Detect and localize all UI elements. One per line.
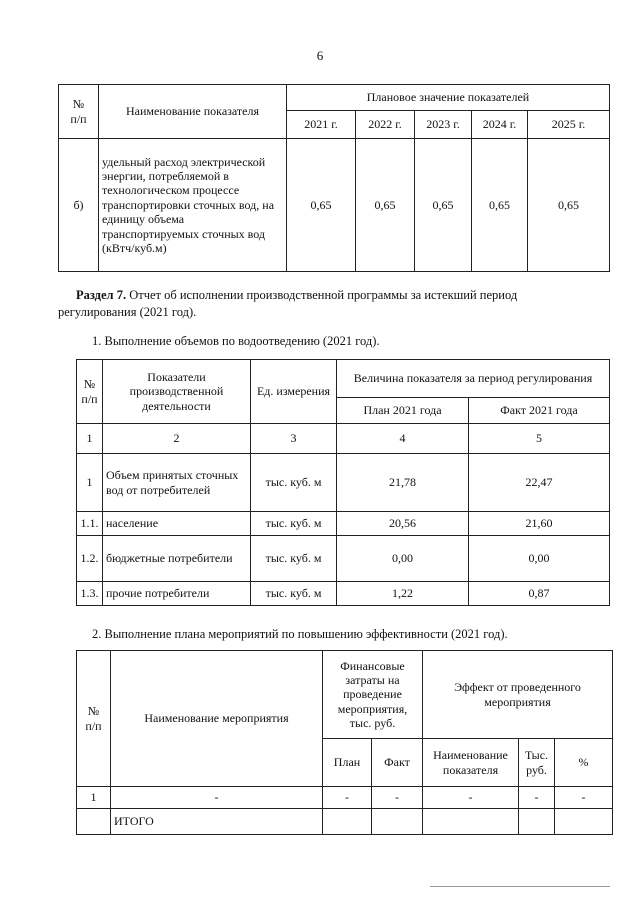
table2-header-num: № п/п xyxy=(77,360,103,424)
table3-row-fact: - xyxy=(372,787,423,809)
table2-row-name: бюджетные потребители xyxy=(103,536,251,582)
table3-total-fact xyxy=(372,809,423,835)
table2-header-plan: План 2021 года xyxy=(337,398,469,424)
table2-row-unit: тыс. куб. м xyxy=(251,454,337,512)
table3-header-num: № п/п xyxy=(77,651,111,787)
table3-row-num: 1 xyxy=(77,787,111,809)
table1-value: 0,65 xyxy=(528,139,610,272)
table1-header-num: № п/п xyxy=(59,85,99,139)
subheading-2: 2. Выполнение плана мероприятий по повышению эффективности (2021 год). xyxy=(92,627,508,641)
table3-total-thousand-rub xyxy=(519,809,555,835)
wastewater-volumes-table xyxy=(76,359,610,606)
table1-year: 2024 г. xyxy=(472,111,528,139)
table2-row-name: население xyxy=(103,512,251,536)
table3-total-num xyxy=(77,809,111,835)
table3-total-label: ИТОГО xyxy=(111,809,323,835)
table2-row-plan: 1,22 xyxy=(337,582,469,606)
table3-row-name: - xyxy=(111,787,323,809)
table2-row-plan: 0,00 xyxy=(337,536,469,582)
table2-row-num: 1.2. xyxy=(77,536,103,582)
table3-total-plan xyxy=(323,809,372,835)
table3-total-percent xyxy=(555,809,613,835)
table2-colnum: 1 xyxy=(77,424,103,454)
table1-value: 0,65 xyxy=(415,139,472,272)
table2-header-indicators: Показатели производственной деятельности xyxy=(103,360,251,424)
table2-row-fact: 21,60 xyxy=(469,512,610,536)
table2-header-value: Величина показателя за период регулирования xyxy=(337,360,610,398)
table3-header-thousand-rub: Тыс. руб. xyxy=(519,739,555,787)
table1-year: 2023 г. xyxy=(415,111,472,139)
table2-colnum: 5 xyxy=(469,424,610,454)
table2-row-plan: 21,78 xyxy=(337,454,469,512)
table3-row-indicator: - xyxy=(423,787,519,809)
table2-colnum: 2 xyxy=(103,424,251,454)
table2-header-unit: Ед. измерения xyxy=(251,360,337,424)
table2-row-fact: 0,87 xyxy=(469,582,610,606)
table1-value: 0,65 xyxy=(287,139,356,272)
table1-year: 2021 г. xyxy=(287,111,356,139)
table3-header-fact: Факт xyxy=(372,739,423,787)
table2-row-plan: 20,56 xyxy=(337,512,469,536)
table1-year: 2025 г. xyxy=(528,111,610,139)
table2-row-unit: тыс. куб. м xyxy=(251,536,337,582)
planned-indicators-table xyxy=(58,84,610,272)
table2-row-unit: тыс. куб. м xyxy=(251,512,337,536)
table1-row-num: б) xyxy=(59,139,99,272)
table1-year: 2022 г. xyxy=(356,111,415,139)
table3-header-effect: Эффект от проведенного мероприятия xyxy=(423,651,613,739)
table2-colnum: 3 xyxy=(251,424,337,454)
table2-row-fact: 0,00 xyxy=(469,536,610,582)
table1-value: 0,65 xyxy=(472,139,528,272)
subheading-1: 1. Выполнение объемов по водоотведению (2021 год). xyxy=(92,334,380,348)
table3-total-indicator xyxy=(423,809,519,835)
table3-header-fin: Финансовые затраты на проведение мероприятия, тыс. руб. xyxy=(323,651,423,739)
table3-row-percent: - xyxy=(555,787,613,809)
table3-row-plan: - xyxy=(323,787,372,809)
table1-header-name: Наименование показателя xyxy=(99,85,287,139)
table2-row-name: прочие потребители xyxy=(103,582,251,606)
table3-header-name: Наименование мероприятия xyxy=(111,651,323,787)
table2-row-name: Объем принятых сточных вод от потребителей xyxy=(103,454,251,512)
table2-row-fact: 22,47 xyxy=(469,454,610,512)
table3-row-thousand-rub: - xyxy=(519,787,555,809)
table1-header-plan: Плановое значение показателей xyxy=(287,85,610,111)
table2-row-num: 1.1. xyxy=(77,512,103,536)
section-7-paragraph xyxy=(58,287,576,321)
efficiency-measures-table xyxy=(76,650,613,835)
table3-header-plan: План xyxy=(323,739,372,787)
table2-header-fact: Факт 2021 года xyxy=(469,398,610,424)
table2-colnum: 4 xyxy=(337,424,469,454)
section-7-text: Отчет об исполнении производственной программы за истекший период регулирования (2021 год). xyxy=(58,288,518,319)
table2-row-unit: тыс. куб. м xyxy=(251,582,337,606)
table2-row-num: 1.3. xyxy=(77,582,103,606)
table3-header-indicator: Наименование показателя xyxy=(423,739,519,787)
table1-row-name: удельный расход электрической энергии, потребляемой в технологическом процессе транспортировки сточных вод, на единицу объема транспортируемых сточных вод (кВтч/куб.м) xyxy=(99,139,287,272)
table2-row-num: 1 xyxy=(77,454,103,512)
section-7-label: Раздел 7. xyxy=(76,288,127,302)
page-number: 6 xyxy=(316,48,324,63)
footer-divider xyxy=(430,886,610,887)
table3-header-percent: % xyxy=(555,739,613,787)
table1-value: 0,65 xyxy=(356,139,415,272)
